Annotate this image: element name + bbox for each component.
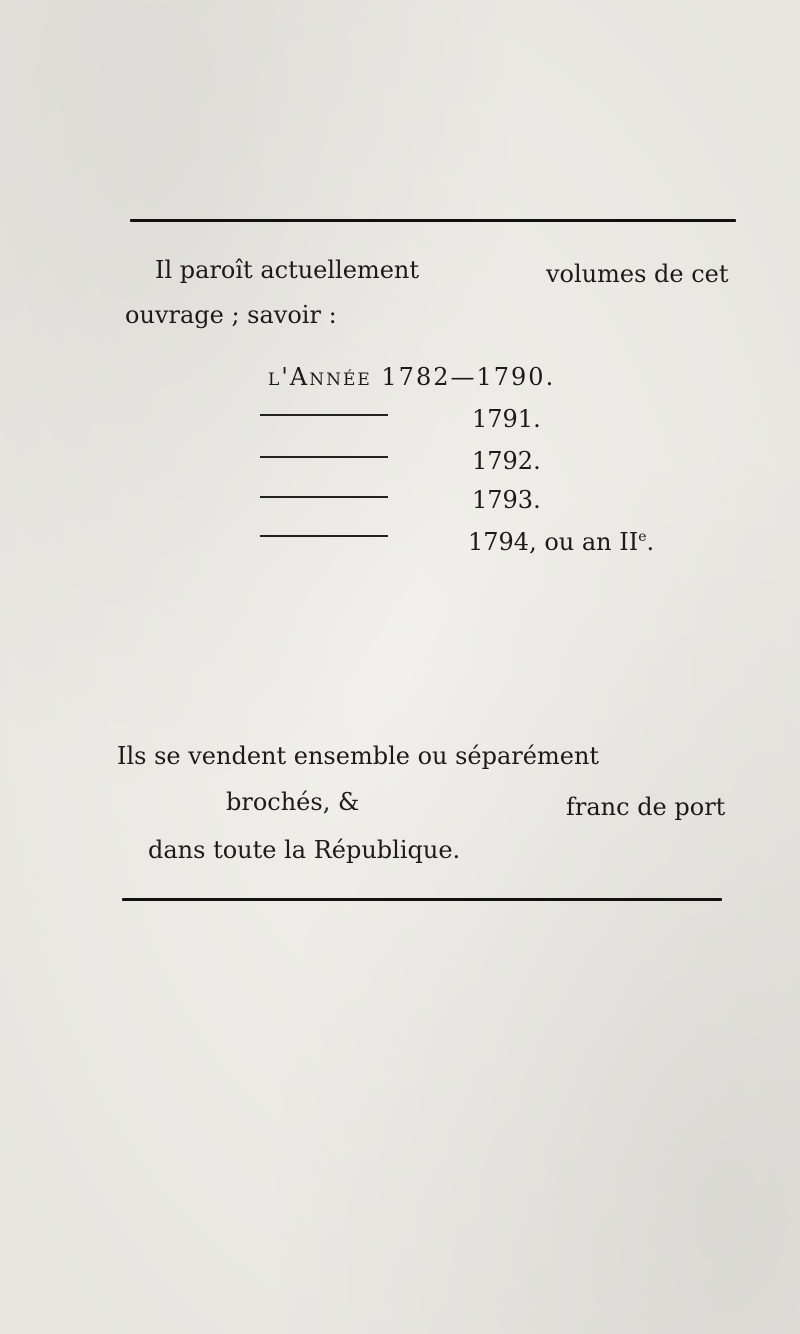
year-1791: 1791. — [472, 405, 541, 433]
sale-line-2-left: brochés, & — [226, 788, 360, 816]
year-1794-end: . — [646, 528, 655, 556]
year-range-first: l'Année 1782—1790. — [268, 363, 556, 391]
year-1794 — [468, 522, 654, 557]
bottom-rule — [122, 898, 722, 901]
year-1793: 1793. — [472, 486, 541, 514]
ditto-dash-3 — [260, 496, 388, 498]
intro-line-right: volumes de cet — [546, 260, 729, 288]
ditto-dash-1 — [260, 414, 388, 416]
year-1794-text: 1794, ou an II — [468, 528, 639, 556]
sale-line-1: Ils se vendent ensemble ou séparément — [117, 742, 600, 770]
sale-line-2-right: franc de port — [566, 793, 726, 821]
ditto-dash-4 — [260, 535, 388, 537]
intro-line-2: ouvrage ; savoir : — [125, 301, 337, 329]
sale-line-3: dans toute la République. — [148, 836, 461, 864]
intro-line-left — [155, 255, 419, 285]
top-rule — [130, 219, 736, 222]
ditto-dash-2 — [260, 456, 388, 458]
year-1792: 1792. — [472, 447, 541, 475]
intro-text: Il paroît actuellement — [155, 256, 419, 284]
year-1794-superscript: e — [638, 529, 647, 545]
